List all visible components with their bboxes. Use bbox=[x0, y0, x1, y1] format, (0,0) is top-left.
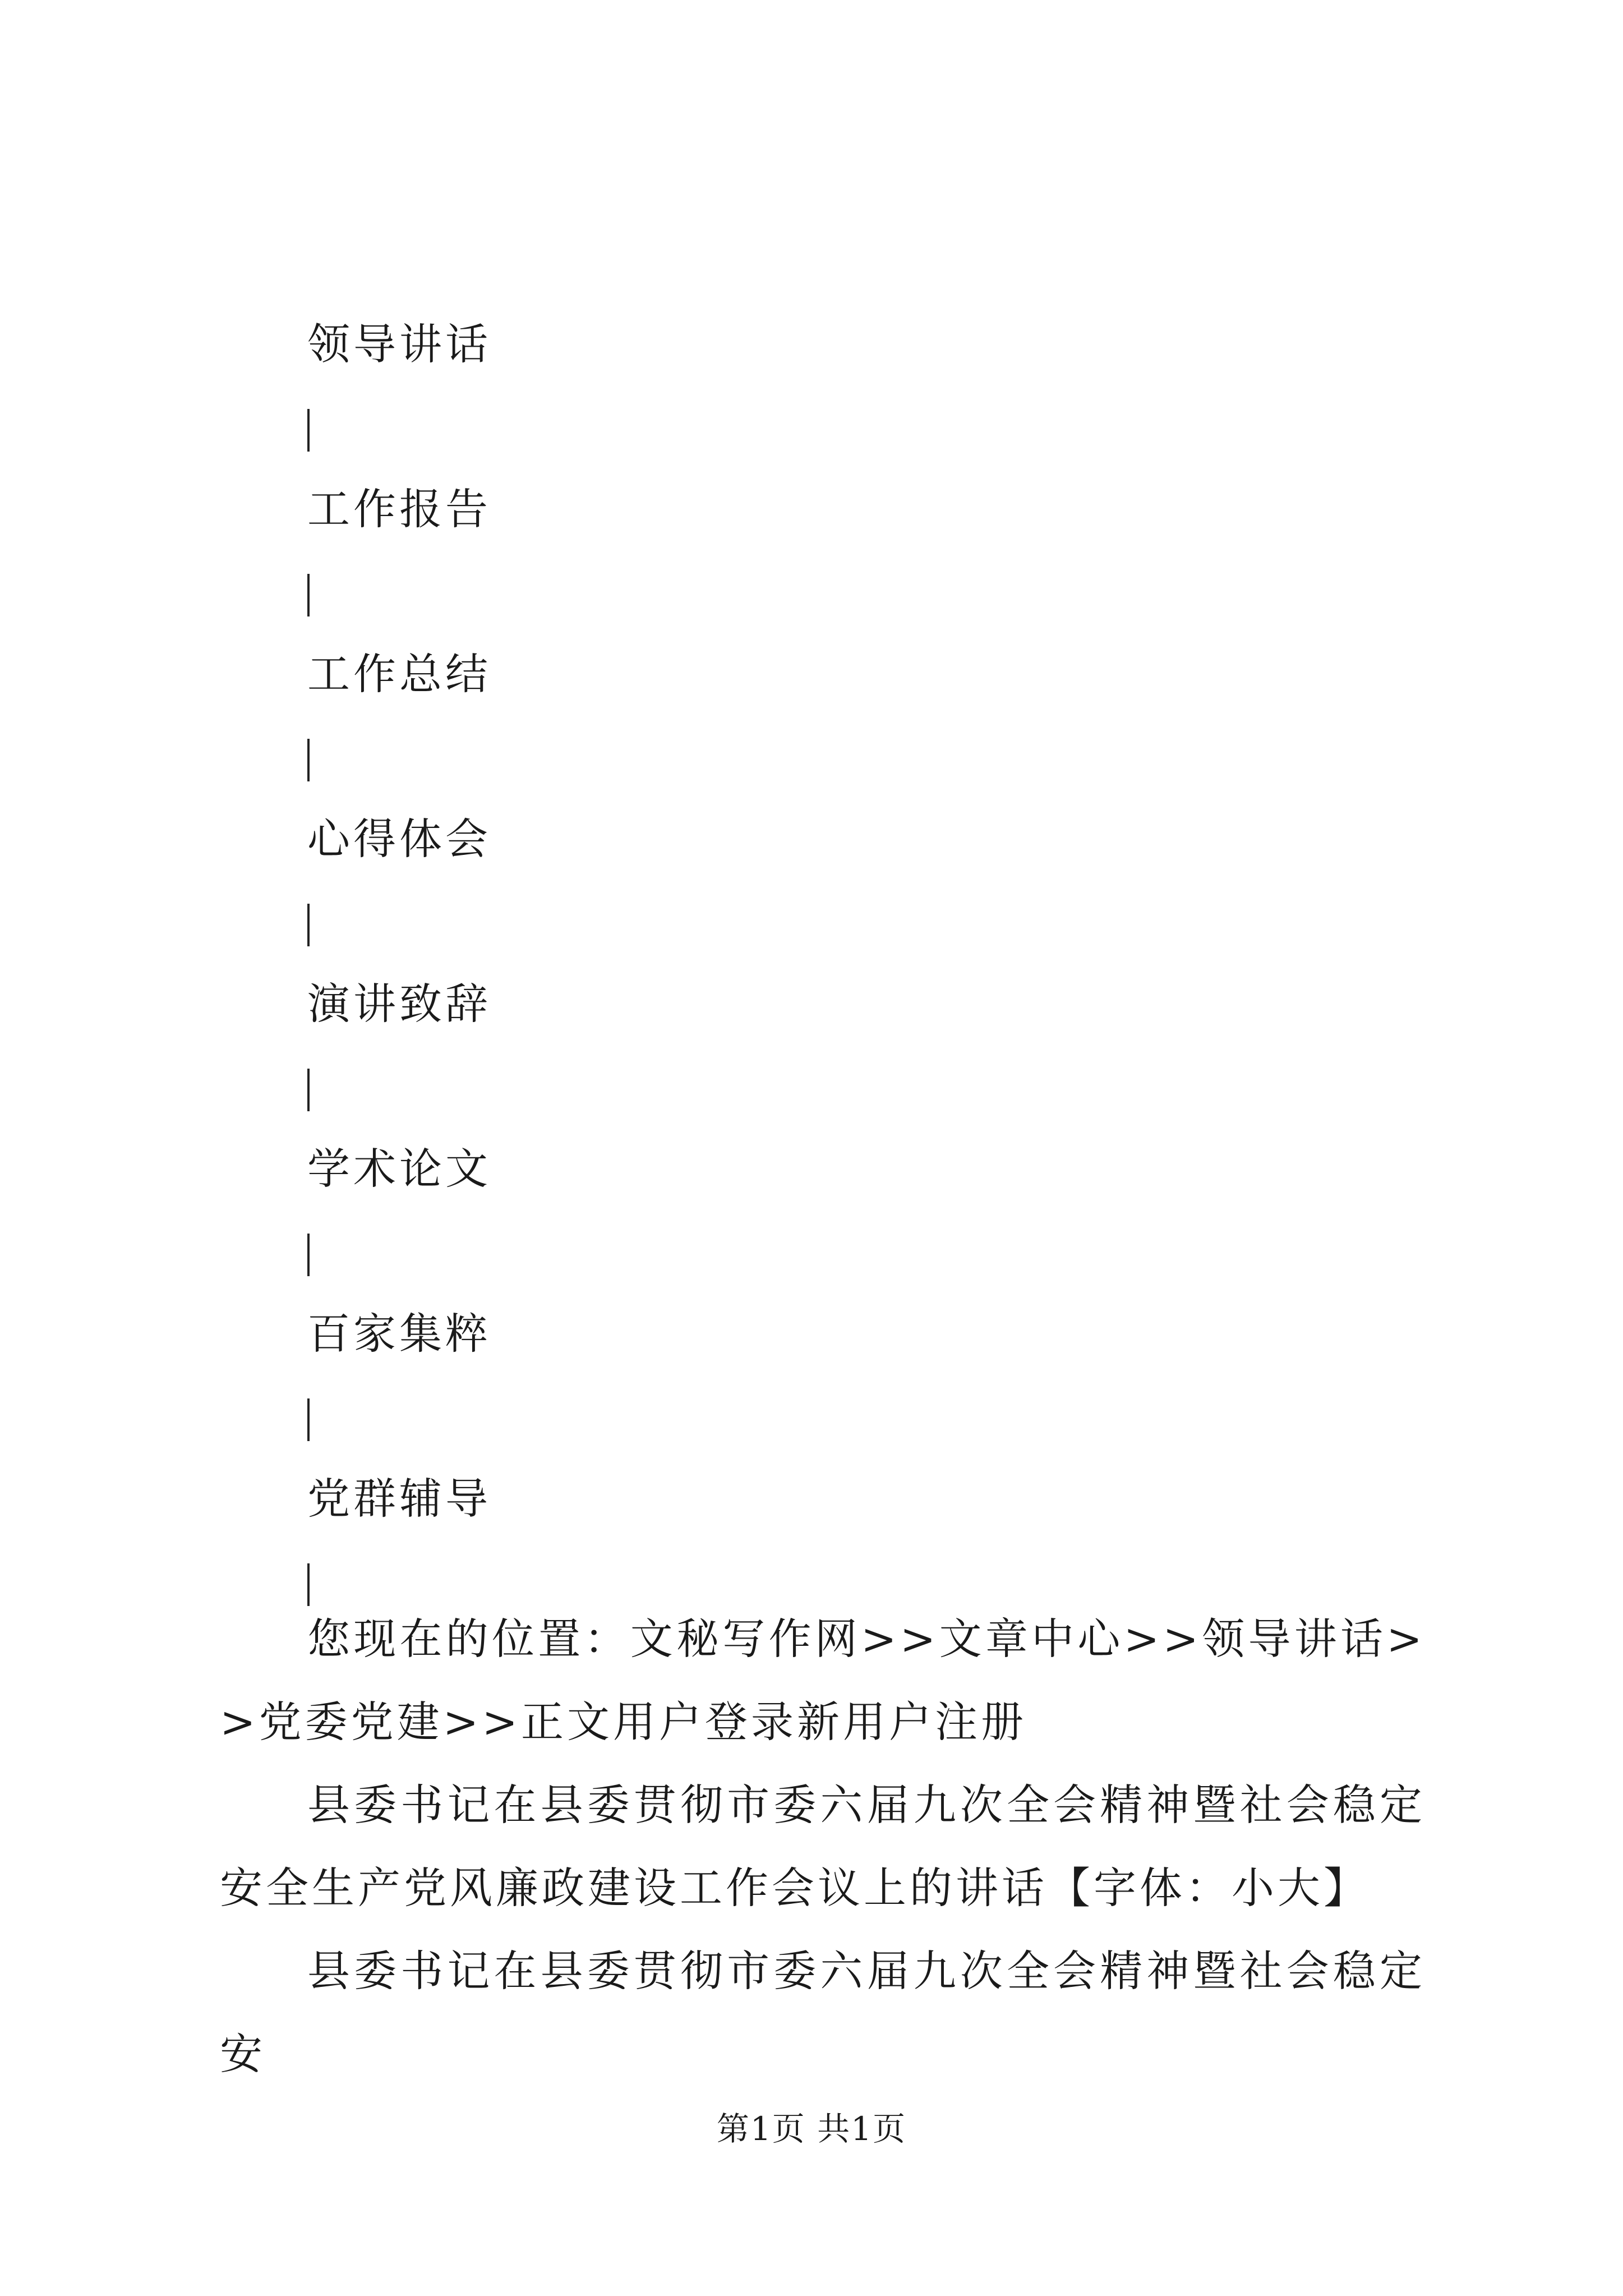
nav-separator bbox=[307, 1046, 1092, 1128]
nav-item-leader-speech[interactable]: 领导讲话 bbox=[307, 319, 491, 369]
nav-item-speeches[interactable]: 演讲致辞 bbox=[307, 979, 491, 1029]
nav-item-experience[interactable]: 心得体会 bbox=[307, 814, 491, 864]
breadcrumb-location: 您现在的位置：文秘写作网>>文章中心>>领导讲话>>党委党建>>正文用户登录新用户注册 bbox=[220, 1614, 1426, 1747]
document-body bbox=[220, 1598, 1426, 2096]
nav-separator bbox=[307, 551, 1092, 633]
nav-separator bbox=[307, 881, 1092, 963]
nav-item-collections[interactable]: 百家集粹 bbox=[307, 1309, 491, 1359]
article-title: 县委书记在县委贯彻市委六届九次全会精神暨社会稳定安全生产党风廉政建设工作会议上的讲话【字体：小大】 bbox=[220, 1780, 1426, 1913]
nav-separator bbox=[307, 716, 1092, 798]
nav-separator bbox=[307, 1375, 1092, 1457]
article-opening: 县委书记在县委贯彻市委六届九次全会精神暨社会稳定安 bbox=[220, 1946, 1426, 2079]
nav-item-work-report[interactable]: 工作报告 bbox=[307, 484, 491, 534]
nav-separator bbox=[307, 386, 1092, 468]
category-nav bbox=[307, 303, 1092, 1622]
nav-item-academic-papers[interactable]: 学术论文 bbox=[307, 1144, 491, 1194]
nav-item-party-guidance[interactable]: 党群辅导 bbox=[307, 1474, 491, 1524]
page-footer: 第1页 共1页 bbox=[716, 2110, 907, 2148]
nav-separator bbox=[307, 1211, 1092, 1292]
nav-item-work-summary[interactable]: 工作总结 bbox=[307, 649, 491, 699]
